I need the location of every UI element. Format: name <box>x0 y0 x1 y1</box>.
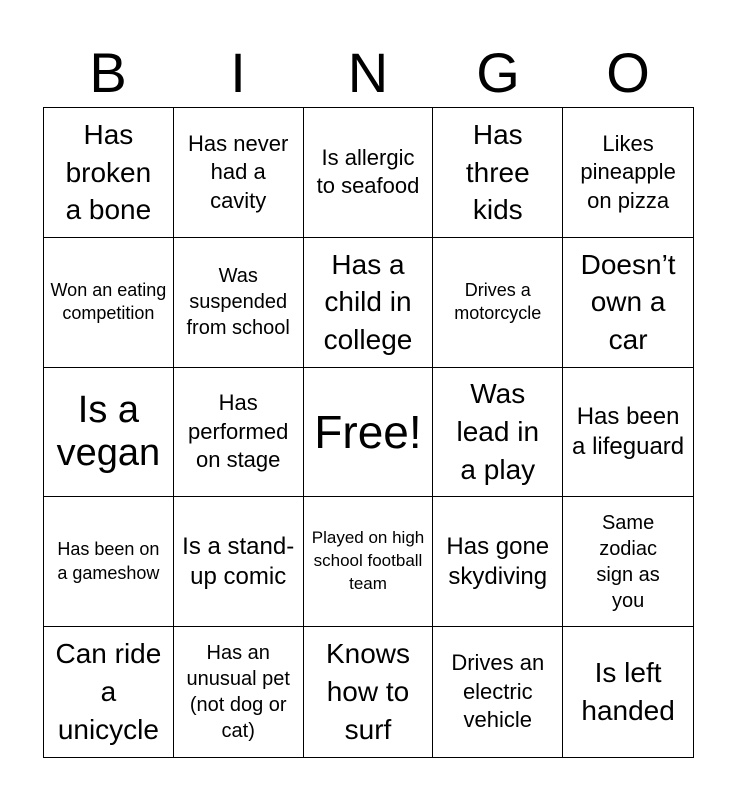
bingo-cell-text: Can ride a unicycle <box>55 638 162 745</box>
bingo-cell-r4c2[interactable] <box>174 497 304 627</box>
bingo-cell-text: Knows how to surf <box>325 638 410 745</box>
bingo-cell-r1c4[interactable] <box>433 108 563 238</box>
bingo-header <box>43 40 693 106</box>
bingo-cell-r4c4[interactable] <box>433 497 563 627</box>
bingo-cell-text: Has a child in college <box>323 248 413 356</box>
bingo-cell-text: Has performed on stage <box>188 390 289 473</box>
bingo-cell-text: Doesn’t own a car <box>580 248 676 356</box>
bingo-cell-r5c5[interactable] <box>563 627 693 757</box>
bingo-cell-r1c1[interactable] <box>44 108 174 238</box>
bingo-cell-text: Is allergic to seafood <box>316 144 420 199</box>
bingo-cell-text: Has gone skydiving <box>446 532 550 590</box>
bingo-cell-text: Drives a motorcycle <box>454 279 542 324</box>
bingo-cell-text: Drives an electric vehicle <box>451 650 545 733</box>
bingo-cell-r3c1[interactable] <box>44 368 174 498</box>
bingo-cell-text: Has been a lifeguard <box>572 402 685 460</box>
header-letter-i: I <box>230 41 246 104</box>
header-letter-n: N <box>347 41 389 104</box>
bingo-cell-r5c3[interactable] <box>304 627 434 757</box>
bingo-cell-text: Has three kids <box>465 118 530 226</box>
bingo-cell-text: Likes pineapple on pizza <box>580 130 676 213</box>
bingo-cell-free[interactable] <box>304 368 434 498</box>
bingo-cell-r1c3[interactable] <box>304 108 434 238</box>
bingo-cell-r1c2[interactable] <box>174 108 304 238</box>
bingo-cell-r4c3[interactable] <box>304 497 434 627</box>
free-space-label: Free! <box>314 405 422 458</box>
bingo-cell-text: Was lead in a play <box>456 378 540 485</box>
bingo-cell-text: Same zodiac sign as you <box>596 511 660 612</box>
bingo-cell-r2c4[interactable] <box>433 238 563 368</box>
bingo-cell-text: Is left handed <box>581 657 675 727</box>
bingo-cell-r5c2[interactable] <box>174 627 304 757</box>
bingo-cell-r5c4[interactable] <box>433 627 563 757</box>
bingo-cell-r3c4[interactable] <box>433 368 563 498</box>
bingo-cell-r2c1[interactable] <box>44 238 174 368</box>
bingo-cell-r3c5[interactable] <box>563 368 693 498</box>
bingo-cell-text: Has broken a bone <box>65 118 152 226</box>
bingo-board <box>43 107 694 758</box>
bingo-cell-r5c1[interactable] <box>44 627 174 757</box>
bingo-cell-r3c2[interactable] <box>174 368 304 498</box>
bingo-cell-text: Was suspended from school <box>186 265 290 340</box>
bingo-cell-r2c2[interactable] <box>174 238 304 368</box>
header-letter-o: O <box>606 41 650 104</box>
header-letter-b: B <box>89 41 127 104</box>
bingo-cell-r1c5[interactable] <box>563 108 693 238</box>
bingo-cell-text: Has an unusual pet (not dog or cat) <box>186 642 290 743</box>
bingo-cell-r2c5[interactable] <box>563 238 693 368</box>
bingo-cell-text: Is a stand-up comic <box>182 532 295 590</box>
bingo-cell-text: Is a vegan <box>56 389 161 474</box>
bingo-cell-r4c5[interactable] <box>563 497 693 627</box>
bingo-cell-text: Has been on a gameshow <box>57 539 160 583</box>
bingo-cell-r2c3[interactable] <box>304 238 434 368</box>
bingo-cell-text: Played on high school football team <box>311 528 425 594</box>
bingo-cell-text: Has never had a cavity <box>188 130 289 213</box>
header-letter-g: G <box>476 41 520 104</box>
bingo-cell-text: Won an eating competition <box>50 279 167 324</box>
bingo-cell-r4c1[interactable] <box>44 497 174 627</box>
